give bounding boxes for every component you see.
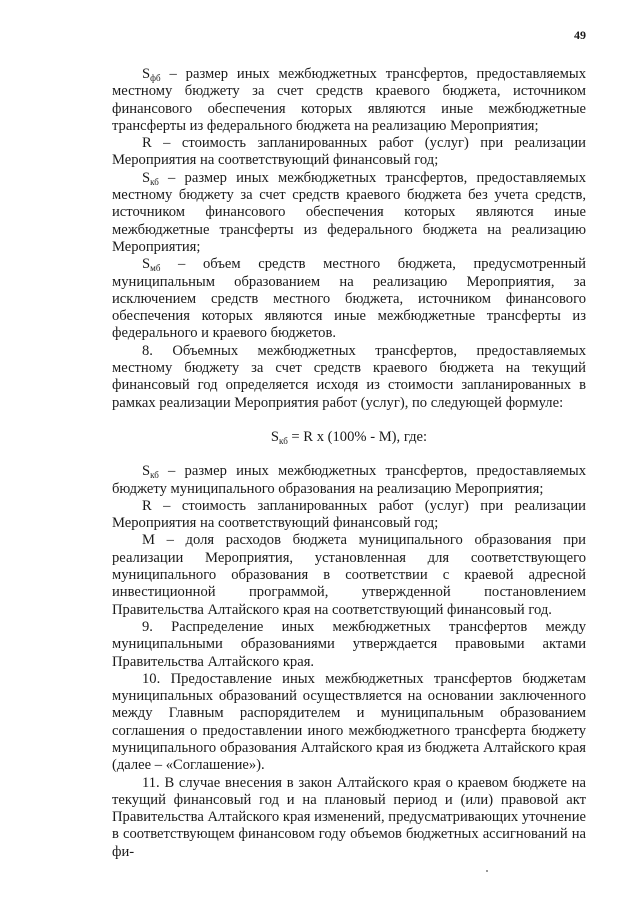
formula-subscript: кб: [279, 435, 288, 446]
paragraph-8: 8. Объемных межбюджетных трансфертов, предоставляемых местному бюджету за счет средств краевого бюджета на текущий финансовый год определяется исходя из стоимости запланированных в рамках реализации Мероприятия работ (услуг), по следующей формуле:: [112, 342, 586, 411]
formula-expression: = R x (100% - M), где:: [287, 428, 428, 445]
variable-subscript: кб: [150, 470, 159, 481]
variable-subscript: фб: [150, 73, 161, 83]
paragraph-s-kb-definition: [112, 463, 586, 498]
variable-symbol: S: [142, 66, 151, 82]
paragraph-s-fb: [112, 66, 586, 135]
variable-symbol: S: [142, 169, 151, 186]
formula: [112, 429, 586, 446]
paragraph-11: 11. В случае внесения в закон Алтайского края о краевом бюджете на текущий финансовый год и на плановый период и (или) правовой акт Правительства Алтайского края изменений, предусматривающих уточнение в соответствующем финансовом году объемов бюджетных ассигнований на фи-: [112, 774, 586, 860]
paragraph-m-definition: М – доля расходов бюджета муниципального образования при реализации Мероприятия, установленная для соответствующего муниципального образования в соответствии с краевой адресной инвестиционной программой, утвержденной постановлением Правительства Алтайского края на соответствующий финансовый год.: [112, 532, 586, 618]
paragraph-r: R – стоимость запланированных работ (услуг) при реализации Мероприятия на соответствующий финансовый год;: [112, 135, 586, 169]
paragraph-text: – размер иных межбюджетных трансфертов, предоставляемых бюджету муниципального образования на реализацию Мероприятия;: [112, 463, 586, 497]
variable-symbol: S: [142, 256, 151, 273]
document-body: [112, 66, 586, 861]
formula-symbol: S: [270, 428, 280, 445]
paragraph-s-mb: [112, 256, 586, 342]
paragraph-text: – объем средств местного бюджета, предусмотренный муниципальным образованием на реализацию Мероприятия, за исключением средств местного бюджета, источником финансового обеспечения которых являются иные межбюджетные трансферты из федерального и краевого бюджетов.: [112, 256, 586, 342]
paragraph-text: – размер иных межбюджетных трансфертов, предоставляемых местному бюджету за счет средств краевого бюджета без учета средств, источником финансового обеспечения которых являются иные межбюджетные трансферты из федерального бюджета на реализацию Мероприятия;: [112, 169, 586, 255]
paragraph-10: 10. Предоставление иных межбюджетных трансфертов бюджетам муниципальных образований осуществляется на основании заключенного между Главным распорядителем и муниципальным образованием соглашения о предоставлении иного межбюджетного трансферта бюджету муниципального образования Алтайского края из бюджета Алтайского края (далее – «Соглашение»).: [112, 670, 586, 774]
paragraph-9: 9. Распределение иных межбюджетных трансфертов между муниципальными образованиями утверждается правовыми актами Правительства Алтайского края.: [112, 618, 586, 670]
variable-subscript: кб: [150, 176, 159, 187]
paragraph-r-definition: R – стоимость запланированных работ (услуг) при реализации Мероприятия на соответствующий финансовый год;: [112, 497, 586, 532]
paragraph-text: – размер иных межбюджетных трансфертов, предоставляемых местному бюджету за счет средств краевого бюджета, источником финансового обеспечения которых являются иные межбюджетные трансферты из федерального бюджета на реализацию Мероприятия;: [112, 66, 586, 134]
variable-symbol: S: [142, 463, 151, 480]
variable-subscript: мб: [150, 263, 161, 274]
paragraph-s-kb: [112, 170, 586, 256]
page-number: 49: [574, 28, 586, 42]
scan-speck: [486, 870, 488, 872]
